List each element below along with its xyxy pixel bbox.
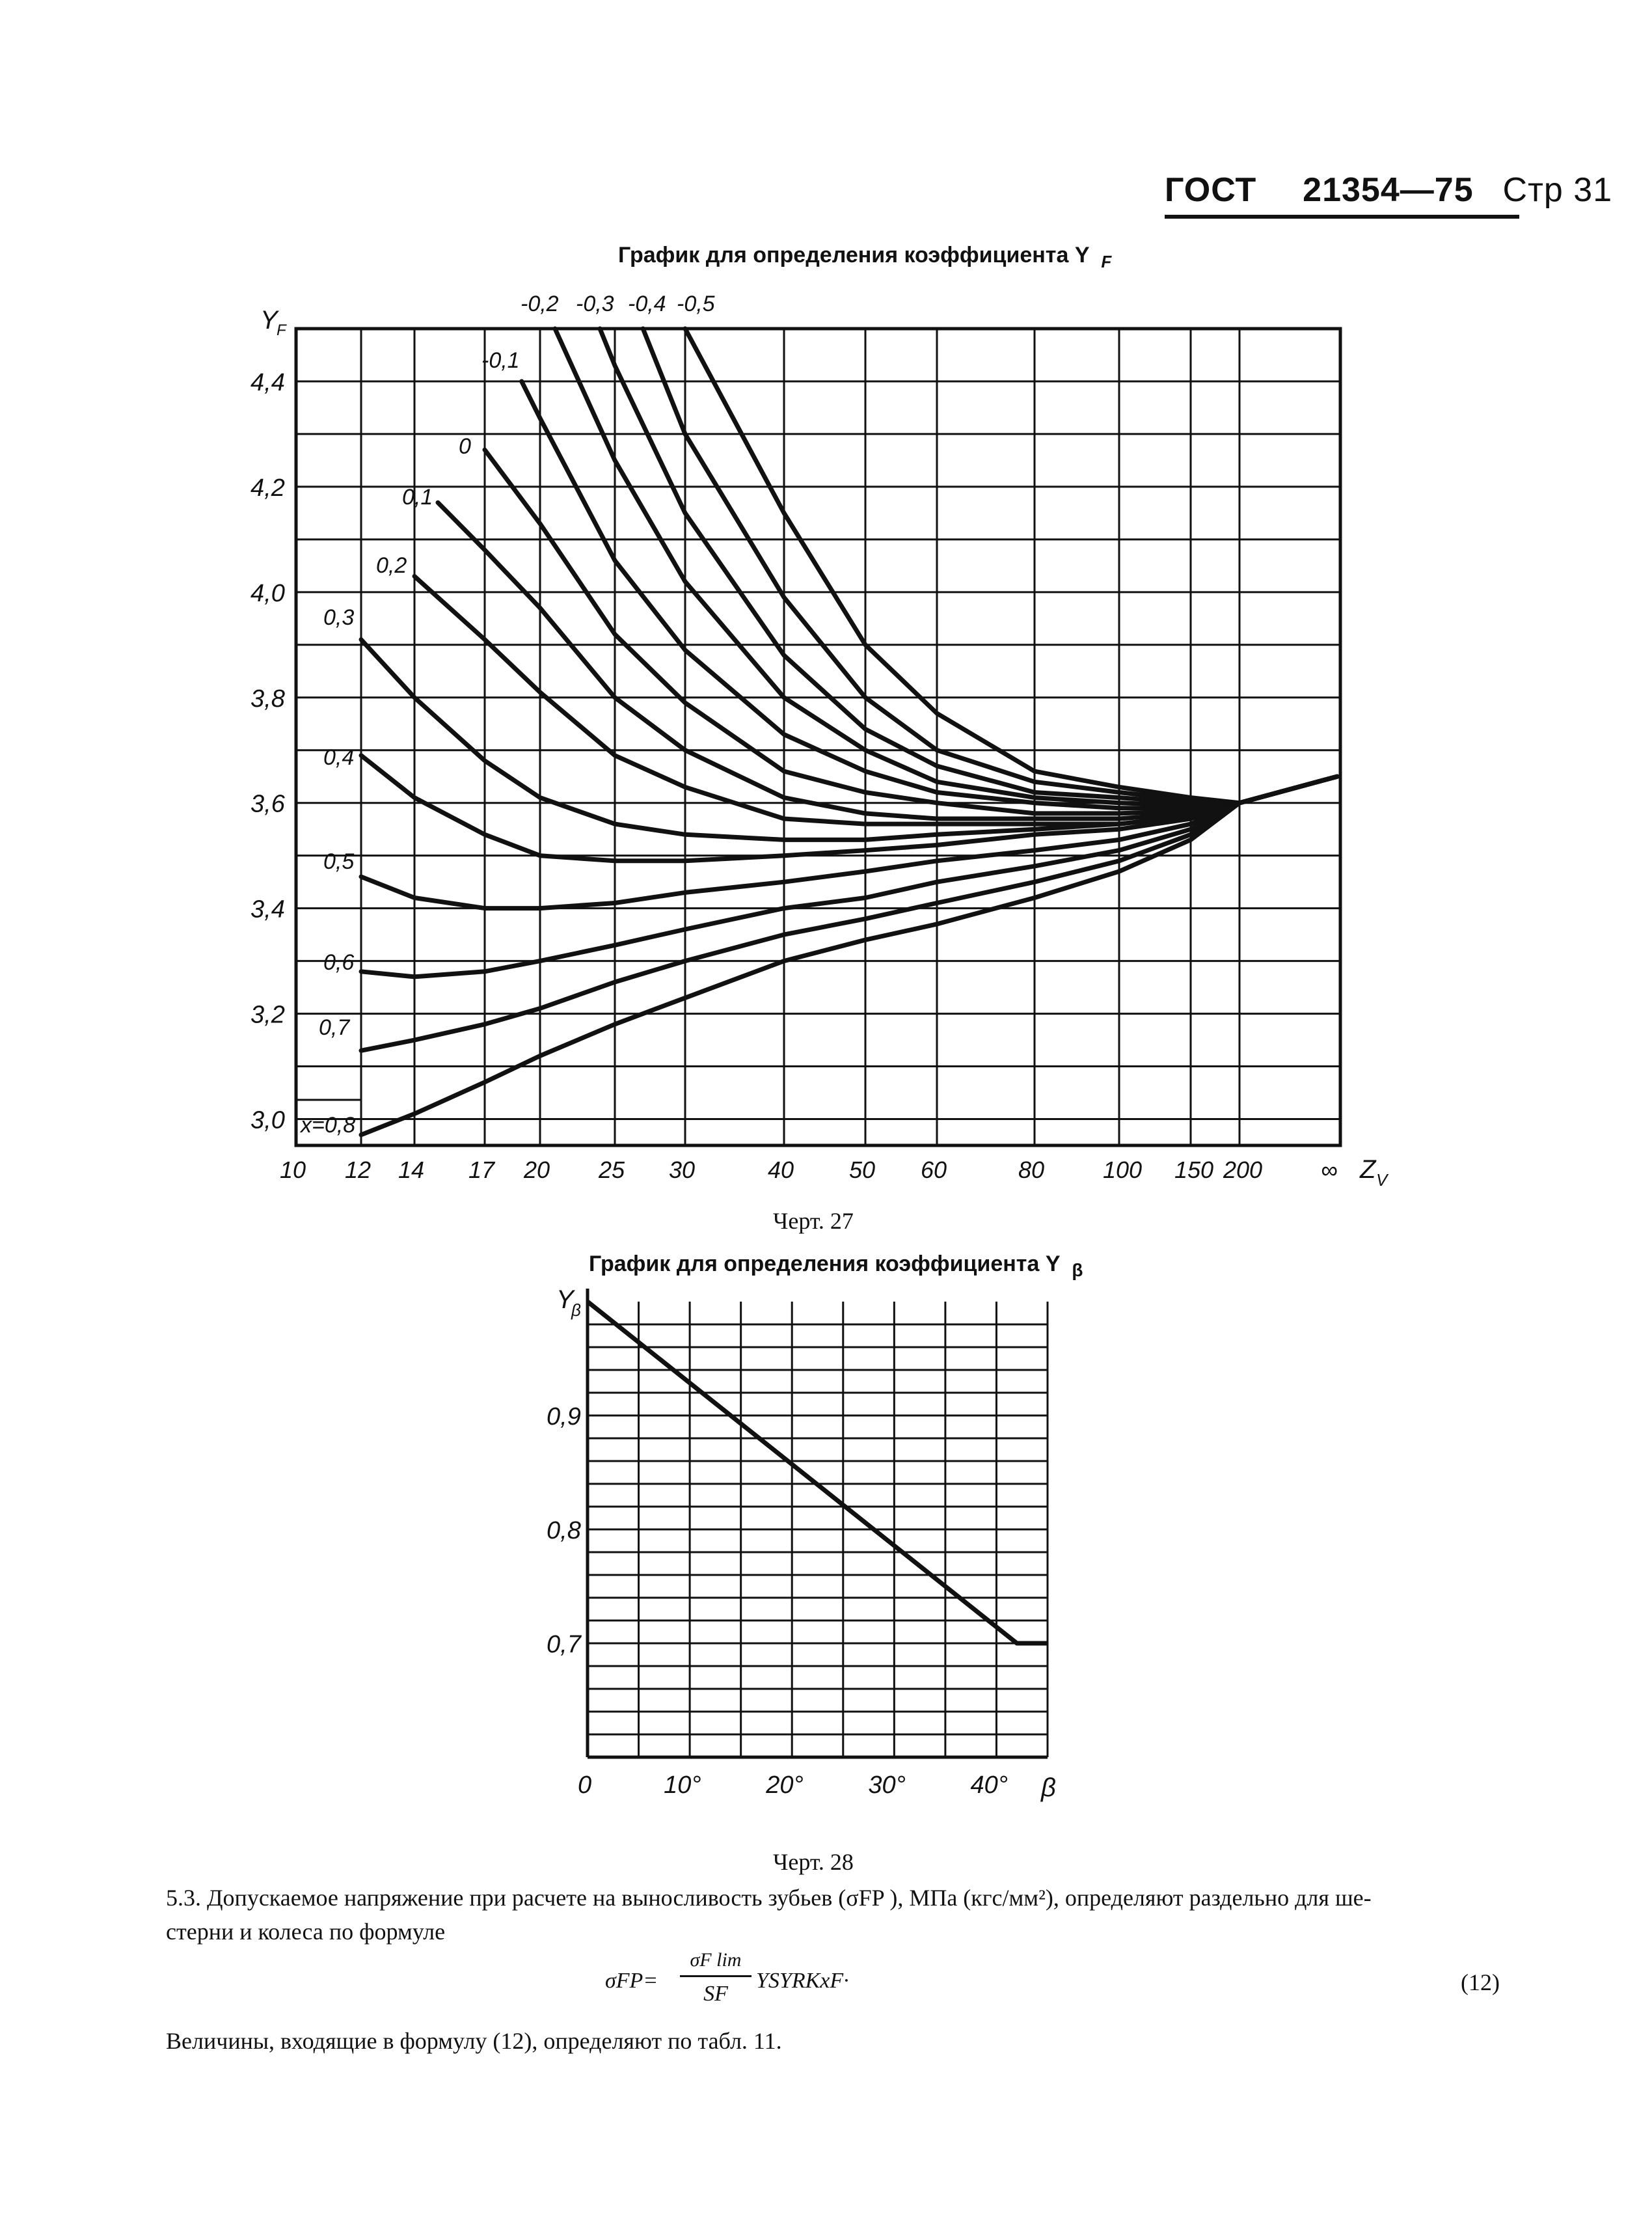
chart-yb-curve (588, 1302, 1048, 1643)
chart-yb-x-tick: 20° (766, 1771, 804, 1799)
chart-yb-y-tick: 0,8 (547, 1517, 581, 1544)
chart-yb-y-axis-label: Y (556, 1285, 574, 1314)
chart-yb-x-tick: 40° (970, 1771, 1008, 1799)
chart-yb-y-tick: 0,9 (547, 1403, 581, 1430)
chart-yf-curve-label: -0,3 (576, 292, 614, 316)
formula-number: (12) (1461, 1969, 1500, 1995)
chart-yf-y-axis-sub: F (277, 321, 286, 339)
chart-yf-labels (251, 292, 1389, 1190)
chart-yb-x-axis-label: β (1041, 1773, 1056, 1802)
chart-yb-y-axis-sub: β (571, 1300, 581, 1320)
chart-yb-labels (547, 1285, 1056, 1802)
chart-yf-x-tick: 80 (1018, 1156, 1045, 1183)
chart-yf-x-tick: ∞ (1321, 1156, 1338, 1183)
header-gost: ГОСТ (1165, 171, 1257, 209)
chart-yf-y-tick: 3,2 (251, 1001, 285, 1029)
chart-yf-curve-label: 0,7 (319, 1015, 350, 1040)
chart-yb-y-tick: 0,7 (547, 1631, 581, 1658)
chart-yb (0, 1237, 1652, 1809)
chart-yf-x-tick: 25 (599, 1156, 625, 1183)
chart-yf-y-tick: 4,0 (251, 579, 285, 607)
chart-yf-x-tick: 12 (345, 1156, 372, 1183)
footnote: Величины, входящие в формулу (12), определяют по табл. 11. (166, 2028, 782, 2054)
chart-yf-y-tick: 4,2 (251, 474, 285, 502)
chart-yf-curve-label: -0,4 (628, 292, 666, 316)
chart-yf-x-tick: 30 (669, 1156, 696, 1183)
paragraph-line-2: стерни и колеса по формуле (166, 1919, 446, 1945)
chart-yf-curve-label: 0,4 (323, 745, 355, 770)
chart-yf-curve-label: x=0,8 (301, 1113, 356, 1138)
chart-yf-y-tick: 3,6 (251, 790, 285, 818)
chart-yf-x-tick: 40 (768, 1156, 794, 1183)
chart-yf-curve-label: 0,3 (323, 605, 355, 630)
chart-yf-curve-label: 0,6 (323, 950, 355, 975)
chart-yf-x-axis-label: Z (1360, 1155, 1376, 1184)
chart-yb-x-tick: 0 (578, 1771, 592, 1799)
chart-yf-x-tick: 100 (1103, 1156, 1143, 1183)
chart-yf-grid (296, 329, 1340, 1145)
formula-rhs: YSYRKxF· (756, 1969, 849, 1993)
chart-yf-y-tick: 3,4 (251, 896, 285, 923)
chart-yb-curves (588, 1302, 1048, 1643)
chart-yb-title: График для определения коэффициента Y $_\beta$ (589, 1251, 1083, 1280)
chart-yf-curve-label: 0,1 (402, 485, 433, 510)
chart-yf-curve-label: 0 (459, 434, 471, 459)
chart-yf-curve-label: 0,5 (323, 849, 355, 874)
chart-yb-x-tick: 10° (664, 1771, 701, 1799)
chart-yf-title: График для определения коэффициента Y $_F$ (618, 243, 1112, 271)
chart-yf-x-tick: 20 (524, 1156, 550, 1183)
chart-yf-y-tick: 3,0 (251, 1106, 285, 1134)
header-page: Стр 31 (1502, 171, 1613, 209)
chart-yf-x-tick: 150 (1174, 1156, 1214, 1183)
chart-yf-curve (438, 502, 1337, 819)
chart-yf-curve-label: -0,1 (481, 348, 520, 373)
formula-fraction-bar (680, 1975, 752, 1977)
chart-yf-curve (485, 450, 1337, 814)
chart-yf-y-tick: 4,4 (251, 368, 285, 396)
chart-yf-frame (296, 329, 1340, 1145)
chart-yf-curve (414, 577, 1337, 825)
chart-yf-x-axis-sub: V (1376, 1170, 1388, 1190)
chart-yf-y-axis-label: Y (260, 306, 278, 335)
chart-yf-x-tick: 10 (280, 1156, 306, 1183)
chart-yf-curve-label: 0,2 (376, 553, 407, 578)
formula-lhs: σFP= (605, 1969, 658, 1993)
chart-yb-x-tick: 30° (868, 1771, 906, 1799)
header-number: 21354—75 (1303, 171, 1474, 209)
paragraph (166, 1881, 1519, 1949)
formula-denominator: SF (703, 1982, 728, 2006)
chart-yf-x-tick: 14 (398, 1156, 425, 1183)
formula-numerator: σF lim (690, 1949, 742, 1971)
chart-yf-curve (643, 329, 1337, 803)
chart-yf-curve-label: -0,5 (677, 292, 715, 316)
chart-yf-caption: Черт. 27 (773, 1208, 854, 1234)
chart-yf-x-tick: 17 (468, 1156, 495, 1183)
chart-yf-x-tick: 50 (849, 1156, 876, 1183)
chart-yb-caption: Черт. 28 (773, 1849, 854, 1875)
paragraph-line-1: 5.3. Допускаемое напряжение при расчете на выносливость зубьев (σFP ), МПа (кгс/мм²), определяют раздельно для ше- (166, 1885, 1372, 1911)
chart-yf-x-tick: 200 (1223, 1156, 1263, 1183)
chart-yf-curve-label: -0,2 (521, 292, 559, 316)
formula (605, 1949, 930, 2021)
chart-yf-y-tick: 3,8 (251, 685, 285, 713)
chart-yf-x-tick: 60 (921, 1156, 947, 1183)
